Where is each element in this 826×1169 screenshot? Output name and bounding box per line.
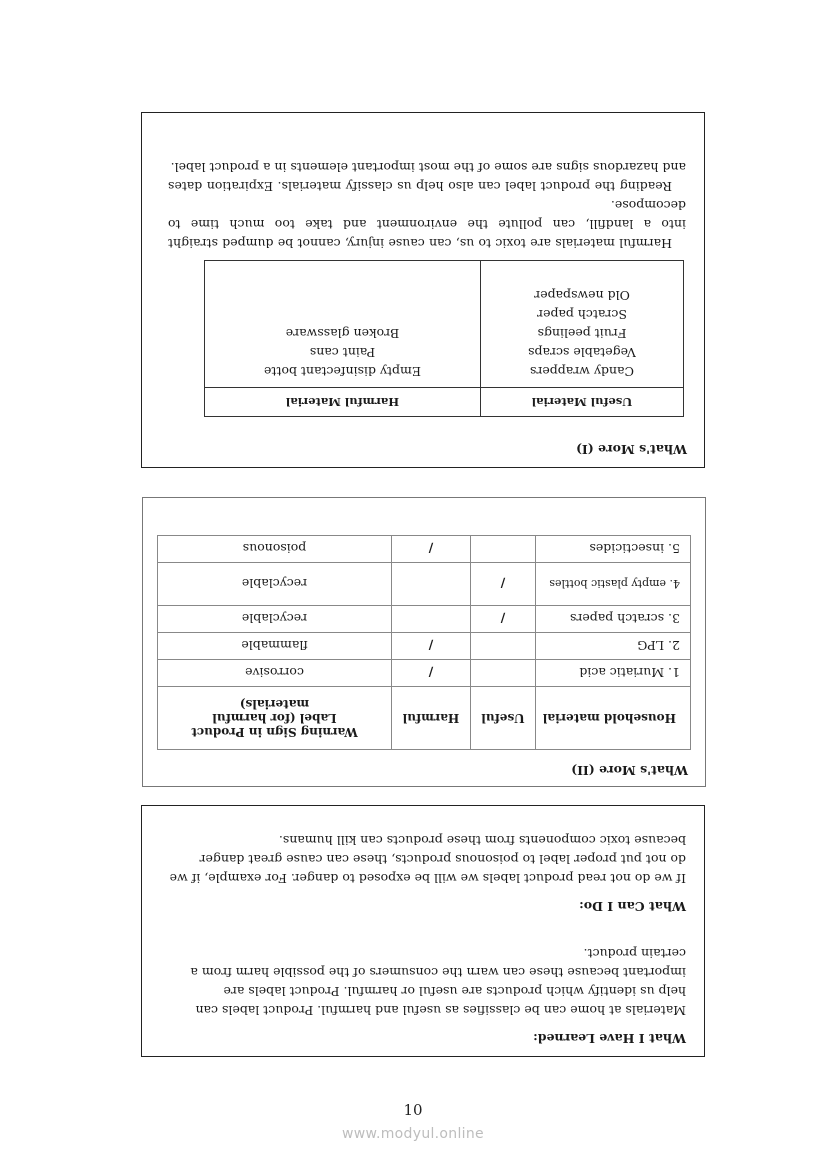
- row-material: 4. empty plastic bottles: [536, 563, 691, 606]
- table-row: [158, 660, 691, 687]
- row-useful-mark: [471, 633, 536, 660]
- harmful-item: Paint cans: [309, 345, 376, 360]
- table-row: [158, 536, 691, 563]
- row-warning-sign: poisonous: [158, 536, 392, 563]
- table-row: [158, 606, 691, 633]
- harmful-item: Empty disinfectant botte: [263, 364, 422, 379]
- header-useful-material: Useful Material: [481, 388, 684, 417]
- harmful-items-cell: [205, 261, 481, 388]
- row-useful-mark: /: [471, 563, 536, 606]
- whats-more-2-box: [142, 497, 706, 787]
- useful-item: Fruit peelings: [537, 326, 627, 341]
- whats-more-2-title: What's More (II): [571, 763, 688, 778]
- header-useful: Useful: [471, 687, 536, 750]
- paragraph-text: Reading the product label can also help us classify materials. Expiration dates and hazardous signs are some of the most important elements in a product label.: [168, 160, 686, 194]
- row-warning-sign: flammable: [158, 633, 392, 660]
- learned-title: What I Have Learned:: [533, 1031, 686, 1046]
- row-harmful-mark: /: [392, 660, 471, 687]
- row-useful-mark: [471, 660, 536, 687]
- row-harmful-mark: [392, 606, 471, 633]
- whats-more-1-title: What's More (I): [576, 442, 687, 457]
- harmful-item: Broken glassware: [285, 326, 400, 341]
- table-header-row: [158, 687, 691, 750]
- row-warning-sign: recyclable: [158, 563, 392, 606]
- useful-item: Candy wrappers: [529, 364, 635, 379]
- row-harmful-mark: [392, 563, 471, 606]
- harmful-materials-paragraph: [168, 196, 686, 253]
- row-harmful-mark: /: [392, 633, 471, 660]
- header-warning-sign: Warning Sign in Product Label (for harmful materials): [158, 687, 392, 750]
- useful-item: Scratch paper: [537, 307, 627, 322]
- row-material: 3. scratch papers: [536, 606, 691, 633]
- learned-paragraph: Materials at home can be classifies as useful and harmful. Product labels can help us identify which products are useful or harmful. Product labels are important because these can warn the consumers of the possible harm from a certain product.: [190, 946, 686, 1018]
- table-header-row: [205, 388, 684, 417]
- header-harmful-material: Harmful Material: [205, 388, 481, 417]
- useful-item: Old newspaper: [534, 288, 630, 303]
- product-label-paragraph: [168, 158, 686, 196]
- can-do-paragraph: If we do not read product labels we will be exposed to danger. For example, if we do not put proper label to poisonous products, these can cause great danger because toxic components from these products can kill humans.: [169, 833, 686, 886]
- classification-table: [157, 535, 691, 750]
- table-row: [158, 563, 691, 606]
- useful-items-cell: [481, 261, 684, 388]
- row-material: 2. LPG: [536, 633, 691, 660]
- row-useful-mark: /: [471, 606, 536, 633]
- row-material: 5. insecticides: [536, 536, 691, 563]
- row-warning-sign: corrosive: [158, 660, 392, 687]
- whats-more-1-box: [141, 112, 705, 468]
- material-classification-table: [204, 260, 684, 417]
- row-useful-mark: [471, 536, 536, 563]
- header-household-material: Household material: [536, 687, 691, 750]
- paragraph-text: Harmful materials are toxic to us, can cause injury, cannot be dumped straight into a landfill, can pollute the environment and take too much time to decompose.: [168, 198, 686, 251]
- row-warning-sign: recyclable: [158, 606, 392, 633]
- can-do-title: What Can I Do:: [579, 899, 686, 914]
- table-row: [205, 261, 684, 388]
- useful-item: Vegetable scraps: [528, 345, 636, 360]
- page-number: 10: [403, 1101, 423, 1119]
- row-material: 1. Muriatic acid: [536, 660, 691, 687]
- watermark: www.modyul.online: [342, 1126, 484, 1142]
- row-harmful-mark: /: [392, 536, 471, 563]
- table-row: [158, 633, 691, 660]
- learned-and-can-do-box: [141, 805, 705, 1057]
- header-harmful: Harmful: [392, 687, 471, 750]
